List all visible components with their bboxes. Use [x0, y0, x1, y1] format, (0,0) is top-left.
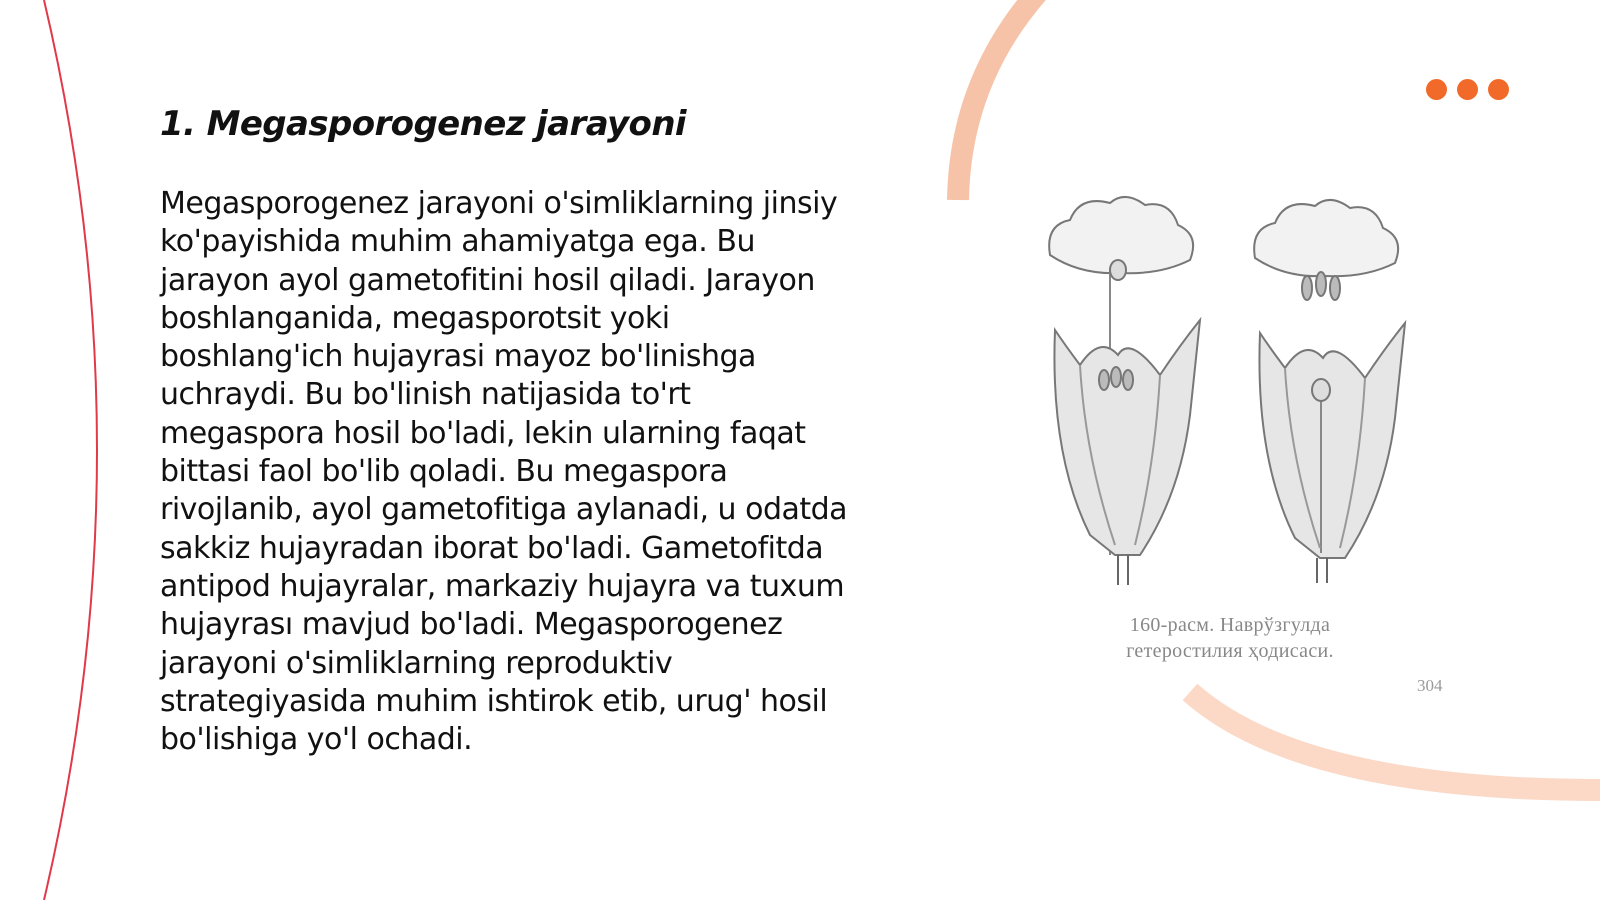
dot: [1457, 79, 1478, 100]
left-border-curve: [44, 0, 97, 900]
flower-left: [1049, 197, 1200, 585]
caption-text-1: Наврўзгулда: [1219, 614, 1331, 636]
dot: [1488, 79, 1509, 100]
bottom-arc: [1190, 692, 1600, 790]
slide-title: 1. Megasporogenez jarayoni: [160, 104, 686, 144]
caption-number: 160-расм.: [1129, 614, 1215, 636]
figure-caption: [1090, 612, 1370, 664]
caption-text-2: гетеростилия ҳодисаси.: [1126, 640, 1334, 662]
more-dots-icon: [1426, 79, 1509, 100]
caption-line-1: [1090, 612, 1370, 638]
figure-page-number: 304: [1417, 676, 1443, 695]
dot: [1426, 79, 1447, 100]
slide-body-text: Megasporogenez jarayoni o'simliklarning jinsiy ko'payishida muhim ahamiyatga ega. Bu jarayon ayol gametofitini hosil qiladi. Jarayon boshlanganida, megasporotsit yoki boshlang'ich hujayrasi mayoz bo'linishga uchraydi. Bu bo'linish natijasida to'rt megaspora hosil bo'ladi, lekin ularning faqat bittasi faol bo'lib qoladi. Bu megaspora rivojlanib, ayol gametofitiga aylanadi, u odatda sakkiz hujayradan iborat bo'ladi. Gametofitda antipod hujayralar, markaziy hujayra va tuxum hujayrası mavjud bo'ladi. Megasporogenez jarayoni o'simliklarning reproduktiv strategiyasida muhim ishtirok etib, urug' hosil bo'lishiga yo'l ochadi.: [160, 186, 848, 758]
top-arc: [958, 0, 1040, 200]
flower-right: [1254, 200, 1405, 583]
